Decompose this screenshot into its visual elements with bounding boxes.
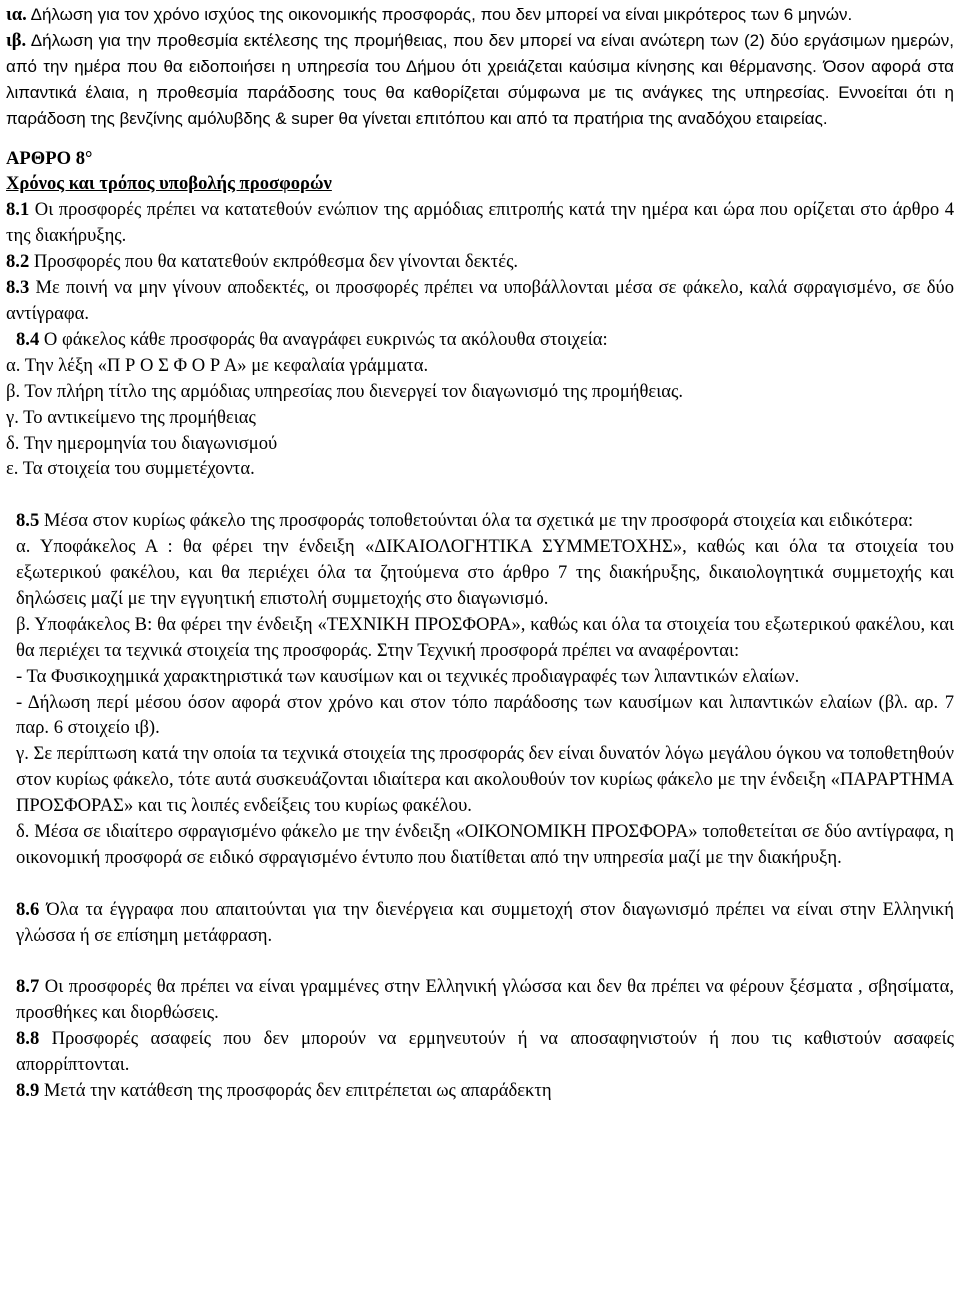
item-ia-number: ια. [6, 4, 27, 25]
paragraph-8-1: 8.1 Οι προσφορές πρέπει να κατατεθούν ενώπιον της αρμόδιας επιτροπής κατά την ημέρα και ώρα που ορίζεται στο άρθρο 4 της διακήρυξης. [6, 199, 954, 247]
paragraph-8-6: 8.6 Όλα τα έγγραφα που απαιτούνται για την διενέργεια και συμμετοχή στον διαγωνισμό πρέπει να είναι στην Ελληνική γλώσσα ή σε επίσημη μετάφραση. [16, 898, 954, 946]
item-ib [6, 28, 954, 132]
paragraph-8-2: 8.2 Προσφορές που θα κατατεθούν εκπρόθεσμα δεν γίνονται δεκτές. [6, 251, 519, 273]
list-item: ε. Τα στοιχεία του συμμετέχοντα. [6, 458, 255, 480]
list-item: β. Τον πλήρη τίτλο της αρμόδιας υπηρεσίας που διενεργεί τον διαγωνισμό της προμήθειας. [6, 380, 683, 402]
paragraph-8-5: 8.5 Μέσα στον κυρίως φάκελο της προσφοράς τοποθετούνται όλα τα σχετικά με την προσφορά στοιχεία και ειδικότερα: [16, 510, 914, 532]
list-item: δ. Την ημερομηνία του διαγωνισμού [6, 432, 278, 454]
paragraph-8-5-d: δ. Μέσα σε ιδιαίτερο σφραγισμένο φάκελο με την ένδειξη «ΟΙΚΟΝΟΜΙΚΗ ΠΡΟΣΦΟΡΑ» τοποθετείται σε δύο αντίγραφα, η οικονομική προσφορά σε ειδικό σφραγισμένο έντυπο που διατίθεται από την υπηρεσία μαζί με την διακήρυξη. [16, 821, 954, 868]
paragraph-8-5-c: γ. Σε περίπτωση κατά την οποία τα τεχνικά στοιχεία της προσφοράς δεν είναι δυνατόν λόγω μεγάλου όγκου να τοποθετηθούν στον κυρίως φάκελο, τότε αυτά συσκευάζονται ιδιαίτερα και ακολουθούν τον κυρίως φάκελο με την ένδειξη «ΠΑΡΑΡΤΗΜΑ ΠΡΟΣΦΟΡΑΣ» και τις λοιπές ενδείξεις του κυρίως φακέλου. [16, 743, 954, 817]
article-title: ΑΡΘΡΟ 8° [6, 147, 93, 169]
item-ia [6, 2, 954, 28]
paragraph-8-5-a: α. Υποφάκελος Α : θα φέρει την ένδειξη «ΔΙΚΑΙΟΛΟΓΗΤΙΚΑ ΣΥΜΜΕΤΟΧΗΣ», καθώς και όλα τα στοιχεία του εξωτερικού φακέλου, και θα περιέχει όλα τα ζητούμενα στο άρθρο 7 της διακήρυξης, δικαιολογητικά συμμετοχής και δηλώσεις μαζί με την εγγυητική επιστολή συμμετοχής στο διαγωνισμό. [16, 536, 954, 609]
paragraph-8-8: 8.8 Προσφορές ασαφείς που δεν μπορούν να ερμηνευτούν ή να αποσαφηνιστούν ή που τις καθιστούν ασαφείς απορρίπτονται. [16, 1028, 954, 1076]
paragraph-8-5-b: β. Υποφάκελος Β: θα φέρει την ένδειξη «ΤΕΧΝΙΚΗ ΠΡΟΣΦΟΡΑ», καθώς και όλα τα στοιχεία του εξωτερικού φακέλου, και θα περιέχει τα τεχνικά στοιχεία της προσφοράς. Στην Τεχνική προσφορά πρέπει να αναφέρονται: [16, 613, 954, 661]
list-item: - Δήλωση περί μέσου όσον αφορά στον χρόνο και στον τόπο παράδοσης των καυσίμων και λιπαντικών ελαίων (βλ. αρ. 7 παρ. 6 στοιχείο ιβ). [16, 691, 954, 739]
item-ib-text: Δήλωση για την προθεσμία εκτέλεσης της προμήθειας, που δεν μπορεί να είναι ανώτερη των (2) δύο εργάσιμων ημερών, από την ημέρα που θα ειδοποιήσει η υπηρεσία του Δήμου ότι χρειάζεται καύσιμα κίνησης και θέρμανσης. [6, 30, 954, 76]
item-ib-number: ιβ. [6, 29, 27, 51]
article-subtitle: Χρόνος και τρόπος υποβολής προσφορών [6, 173, 332, 195]
paragraph-8-3: 8.3 Με ποινή να μην γίνουν αποδεκτές, οι προσφορές πρέπει να υποβάλλονται μέσα σε φάκελο, καλά σφραγισμένο, σε δύο αντίγραφα. [6, 277, 954, 324]
paragraph-8-7: 8.7 Οι προσφορές θα πρέπει να είναι γραμμένες στην Ελληνική γλώσσα και δεν θα πρέπει να φέρουν ξέσματα , σβησίματα, προσθήκες και διορθώσεις. [16, 976, 954, 1024]
item-ia-text: Δήλωση για τον χρόνο ισχύος της οικονομικής προσφοράς, που δεν μπορεί να είναι μικρότερος των 6 μηνών. [26, 5, 853, 24]
item-ib-text-continued: Όσον αφορά στα λιπαντικά έλαια, η προθεσμία παράδοσης τους θα καθορίζεται σύμφωνα με τις ανάγκες της υπηρεσίας. Εννοείται ότι η παράδοση της βενζίνης αμόλυβδης & super θα γίνεται επιτόπου και από τα πρατήρια της αναδόχου εταιρείας. [6, 56, 954, 128]
paragraph-8-4: 8.4 Ο φάκελος κάθε προσφοράς θα αναγράφει ευκρινώς τα ακόλουθα στοιχεία: [16, 328, 608, 350]
paragraph-8-9: 8.9 Μετά την κατάθεση της προσφοράς δεν επιτρέπεται ως απαράδεκτη [16, 1080, 552, 1102]
list-item: γ. Το αντικείμενο της προμήθειας [6, 406, 256, 428]
list-item: α. Την λέξη «Π Ρ Ο Σ Φ Ο Ρ Α» με κεφαλαία γράμματα. [6, 354, 429, 376]
list-item: - Τα Φυσικοχημικά χαρακτηριστικά των καυσίμων και οι τεχνικές προδιαγραφές των λιπαντικών ελαίων. [16, 665, 800, 687]
